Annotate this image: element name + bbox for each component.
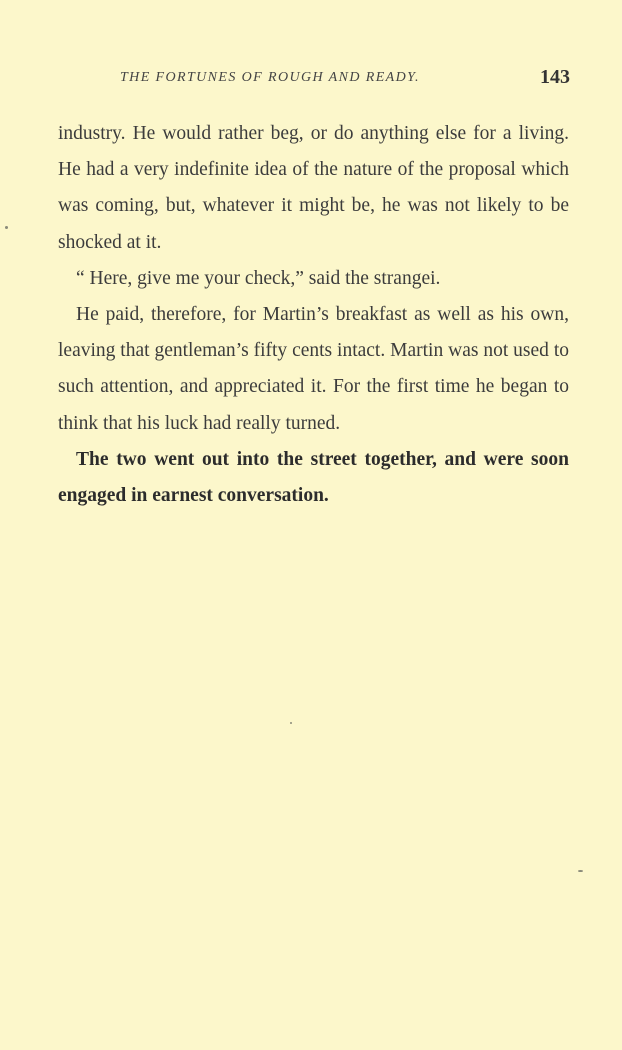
paper-speck — [5, 226, 8, 229]
page-number: 143 — [540, 66, 570, 88]
body-text — [58, 116, 569, 514]
paragraph: The two went out into the street together, and were soon engaged in earnest conversation. — [58, 448, 569, 507]
paper-speck — [290, 722, 292, 724]
paper-speck — [578, 870, 583, 872]
paragraph: industry. He would rather beg, or do anything else for a living. He had a very indefinite idea of the nature of the proposal which was coming, but, whatever it might be, he was not likely to be shocked at it. — [58, 123, 569, 253]
paragraph: “ Here, give me your check,” said the strangei. — [76, 267, 441, 289]
paragraph: He paid, therefore, for Martin’s breakfast as well as his own, leaving that gentleman’s fifty cents intact. Martin was not used to such attention, and appreciated it. For the first time he began to think that his luck had really turned. — [58, 304, 569, 434]
running-title: THE FORTUNES OF ROUGH AND READY. — [120, 70, 420, 85]
page-header — [58, 66, 570, 96]
